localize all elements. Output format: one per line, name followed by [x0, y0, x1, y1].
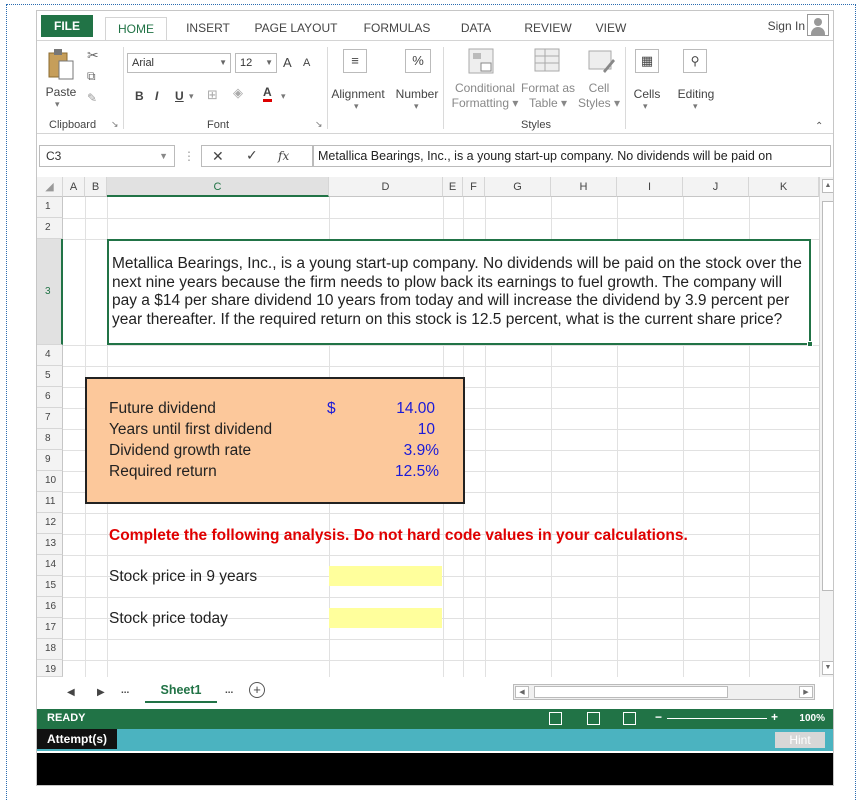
alignment-button[interactable]: Alignment [331, 87, 385, 101]
scroll-up-icon[interactable]: ▲ [822, 179, 834, 193]
label-future-dividend: Future dividend [109, 400, 216, 417]
row-header-8[interactable]: 8 [37, 429, 63, 450]
row-header-7[interactable]: 7 [37, 408, 63, 429]
user-avatar-icon[interactable] [807, 14, 829, 36]
chevron-down-icon[interactable]: ▾ [643, 101, 648, 111]
prev-sheet-icon[interactable]: ◀ [67, 687, 75, 698]
row-header-6[interactable]: 6 [37, 387, 63, 408]
paste-dropdown-icon[interactable]: ▾ [55, 99, 60, 109]
gridline [63, 366, 819, 367]
formula-input[interactable]: Metallica Bearings, Inc., is a young start-up company. No dividends will be paid on [313, 145, 831, 167]
italic-button[interactable]: I [155, 89, 159, 103]
find-binoculars-icon[interactable]: ⚲ [683, 49, 707, 73]
confirm-edit-icon[interactable]: ✓ [246, 147, 258, 163]
divider [123, 47, 124, 129]
input-box [85, 377, 465, 504]
row-header-3[interactable]: 3 [37, 239, 63, 345]
more-sheets-left[interactable]: ... [121, 685, 130, 696]
ribbon-tabs [37, 11, 834, 41]
styles-group-label: Styles [521, 119, 551, 131]
scroll-thumb[interactable] [534, 686, 728, 698]
insert-function-icon[interactable]: fx [278, 149, 290, 163]
page-layout-view-icon[interactable] [587, 712, 600, 725]
value-future-dividend[interactable]: 14.00 [396, 400, 435, 417]
label-stock-price-9-years: Stock price in 9 years [109, 568, 258, 585]
font-size-select[interactable]: 12 ▼ [235, 53, 277, 73]
zoom-out-icon[interactable]: − [655, 710, 663, 724]
row-header-5[interactable]: 5 [37, 366, 63, 387]
grow-font-button[interactable]: A [283, 55, 292, 70]
zoom-in-icon[interactable]: + [771, 710, 779, 724]
font-color-button[interactable]: A [263, 85, 272, 102]
add-sheet-icon[interactable]: + [249, 682, 265, 698]
copy-icon[interactable]: ⧉ [87, 69, 96, 83]
row-header-18[interactable]: 18 [37, 639, 63, 660]
clipboard-group-label: Clipboard [49, 119, 97, 131]
column-header-d[interactable]: D [329, 177, 443, 197]
bold-button[interactable]: B [135, 89, 144, 103]
sheet-tab-sheet1[interactable]: Sheet1 [145, 679, 217, 703]
instruction-text: Complete the following analysis. Do not hard code values in your calculations. [109, 527, 688, 544]
conditional-formatting-icon[interactable] [467, 47, 497, 77]
divider [443, 47, 444, 129]
gridline [63, 345, 819, 346]
label-years-until-first-dividend: Years until first dividend [109, 421, 273, 438]
row-header-9[interactable]: 9 [37, 450, 63, 471]
divider [327, 47, 328, 129]
scroll-right-icon[interactable]: ▶ [799, 686, 813, 698]
tab-file[interactable]: FILE [41, 15, 93, 37]
chevron-down-icon[interactable]: ▾ [189, 91, 194, 101]
row-header-1[interactable]: 1 [37, 197, 63, 218]
zoom-slider[interactable] [667, 718, 767, 719]
shrink-font-button[interactable]: A [303, 57, 311, 69]
row-header-10[interactable]: 10 [37, 471, 63, 492]
column-header-f[interactable]: F [463, 177, 485, 197]
clipboard-launcher-icon[interactable]: ↘ [111, 119, 119, 129]
bottom-bar [37, 753, 834, 786]
cell-styles-button[interactable]: Cell Styles ▾ [577, 81, 621, 110]
attempt-bar [37, 729, 834, 751]
select-all-corner[interactable]: ◢ [37, 177, 63, 197]
borders-icon[interactable]: ⊞ [207, 87, 218, 102]
more-sheets-right[interactable]: ... [225, 685, 234, 696]
chevron-down-icon: ▼ [219, 58, 227, 67]
row-header-17[interactable]: 17 [37, 618, 63, 639]
column-header-b[interactable]: B [85, 177, 107, 197]
label-stock-price-today: Stock price today [109, 610, 228, 627]
next-sheet-icon[interactable]: ▶ [97, 687, 105, 698]
format-as-table-icon[interactable] [533, 47, 563, 77]
tab-insert[interactable]: INSERT [186, 21, 230, 35]
number-button[interactable]: Number [395, 87, 439, 101]
status-bar [37, 709, 834, 729]
paste-button[interactable]: Paste [45, 85, 77, 99]
cancel-edit-icon[interactable]: ✕ [212, 148, 224, 164]
value-dividend-growth-rate[interactable]: 3.9% [403, 442, 439, 459]
column-header-c[interactable]: C [107, 177, 329, 197]
underline-button[interactable]: U [175, 89, 184, 103]
answer-cell-stock-price-today[interactable] [329, 608, 442, 628]
tab-view[interactable]: VIEW [595, 21, 627, 35]
row-header-13[interactable]: 13 [37, 534, 63, 555]
currency-symbol: $ [327, 400, 336, 417]
chevron-down-icon[interactable]: ▾ [414, 101, 419, 111]
column-header-g[interactable]: G [485, 177, 551, 197]
value-years-until-first-dividend[interactable]: 10 [417, 421, 435, 438]
paste-icon[interactable] [47, 47, 77, 81]
hint-button[interactable]: Hint [775, 732, 825, 748]
divider [625, 47, 626, 129]
attempts-label: Attempt(s) [37, 729, 117, 749]
row-header-19[interactable]: 19 [37, 660, 63, 677]
spreadsheet-grid[interactable] [37, 177, 819, 677]
row-header-14[interactable]: 14 [37, 555, 63, 576]
column-header-h[interactable]: H [551, 177, 617, 197]
formula-buttons [201, 145, 313, 167]
gridline [63, 555, 819, 556]
row-header-2[interactable]: 2 [37, 218, 63, 239]
horizontal-scrollbar[interactable] [513, 684, 815, 700]
answer-cell-stock-price-9-years[interactable] [329, 566, 442, 586]
row-header-11[interactable]: 11 [37, 492, 63, 513]
label-dividend-growth-rate: Dividend growth rate [109, 442, 252, 459]
formula-bar [37, 143, 834, 169]
ribbon [37, 40, 834, 134]
gridline [63, 639, 819, 640]
fill-color-icon[interactable]: ◈ [233, 85, 243, 100]
scroll-down-icon[interactable]: ▼ [822, 661, 834, 675]
column-header-j[interactable]: J [683, 177, 749, 197]
conditional-formatting-button[interactable]: Conditional Formatting ▾ [451, 81, 519, 110]
cell-c3-problem-text[interactable]: Metallica Bearings, Inc., is a young start-up company. No dividends will be paid on the stock over the next nine years because the firm needs to plow back its earnings to fuel growth. The company will pay a $14 per share dividend 10 years from today and will increase the dividend by 3.9 percent per year thereafter. If the required return on this stock is 12.5 percent, what is the current share price? [107, 239, 811, 345]
vertical-scrollbar[interactable] [819, 177, 834, 677]
format-as-table-button[interactable]: Format as Table ▾ [521, 81, 576, 110]
row-header-15[interactable]: 15 [37, 576, 63, 597]
column-header-a[interactable]: A [63, 177, 85, 197]
scroll-thumb[interactable] [822, 201, 834, 591]
value-required-return[interactable]: 12.5% [395, 463, 439, 480]
gridline [63, 513, 819, 514]
tab-formulas[interactable]: FORMULAS [363, 21, 431, 35]
label-required-return: Required return [109, 463, 217, 480]
sheet-tab-bar [37, 679, 834, 709]
row-header-4[interactable]: 4 [37, 345, 63, 366]
gridline [63, 597, 819, 598]
zoom-level[interactable]: 100% [799, 713, 825, 724]
cut-icon[interactable]: ✂ [87, 47, 99, 63]
percent-icon[interactable]: % [405, 49, 431, 73]
row-header-12[interactable]: 12 [37, 513, 63, 534]
column-header-k[interactable]: K [749, 177, 819, 197]
tab-data[interactable]: DATA [460, 21, 492, 35]
scroll-left-icon[interactable]: ◀ [515, 686, 529, 698]
editing-button[interactable]: Editing [677, 87, 715, 101]
tab-page-layout[interactable]: PAGE LAYOUT [254, 21, 338, 35]
font-group-label: Font [207, 119, 230, 131]
column-header-e[interactable]: E [443, 177, 463, 197]
chevron-down-icon[interactable]: ▾ [281, 91, 286, 101]
fill-handle[interactable] [807, 341, 813, 347]
gridline [63, 218, 819, 219]
status-ready: READY [47, 712, 86, 724]
excel-app [36, 10, 834, 786]
gridline [63, 660, 819, 661]
cells-icon[interactable]: ▦ [635, 49, 659, 73]
more-icon: ⋮ [183, 149, 195, 163]
format-painter-icon[interactable]: ✎ [87, 91, 98, 105]
font-launcher-icon[interactable]: ↘ [315, 119, 323, 129]
page-break-view-icon[interactable] [623, 712, 636, 725]
font-name-select[interactable]: Arial ▼ [127, 53, 231, 73]
chevron-down-icon: ▼ [159, 151, 168, 161]
column-header-i[interactable]: I [617, 177, 683, 197]
tab-home[interactable]: HOME [105, 17, 167, 41]
chevron-down-icon[interactable]: ▾ [354, 101, 359, 111]
row-header-16[interactable]: 16 [37, 597, 63, 618]
name-box[interactable]: C3 ▼ [39, 145, 175, 167]
normal-view-icon[interactable] [549, 712, 562, 725]
tab-review[interactable]: REVIEW [524, 21, 572, 35]
cell-styles-icon[interactable] [587, 47, 617, 77]
collapse-ribbon-icon[interactable]: ⌃ [815, 121, 824, 132]
chevron-down-icon[interactable]: ▾ [693, 101, 698, 111]
chevron-down-icon: ▼ [265, 58, 273, 67]
sign-in-link[interactable]: Sign In [767, 19, 805, 33]
cells-button[interactable]: Cells [633, 87, 661, 101]
alignment-icon[interactable]: ≡ [343, 49, 367, 73]
